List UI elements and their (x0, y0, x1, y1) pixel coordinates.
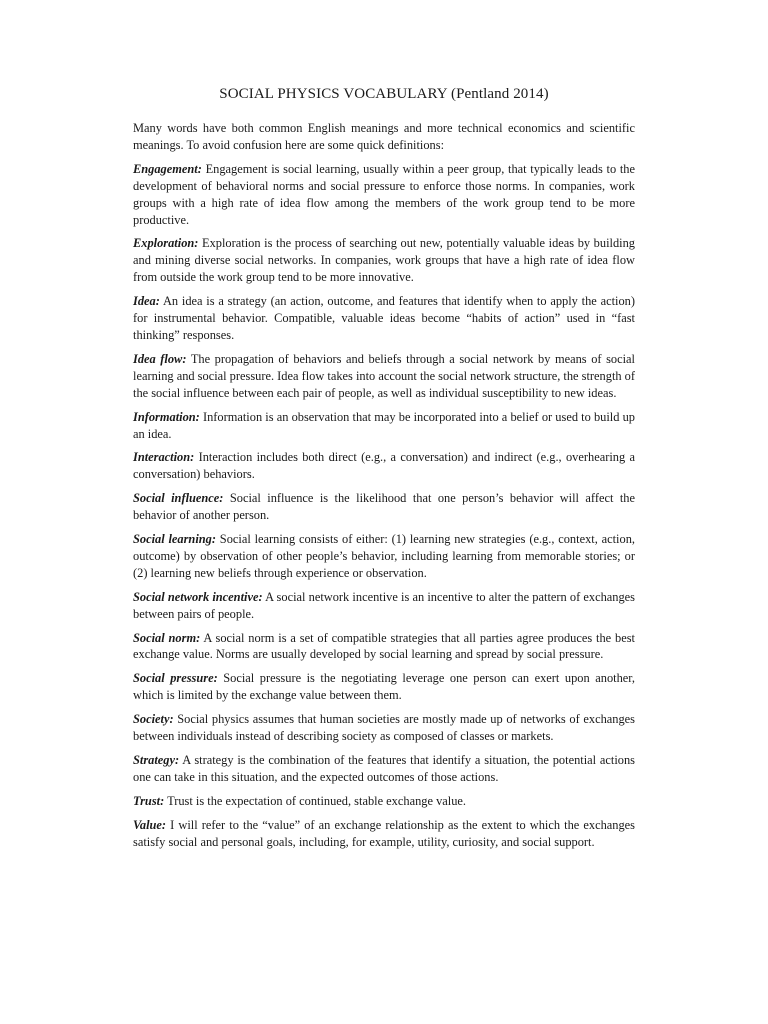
entry-definition: Social physics assumes that human societies are mostly made up of networks of exchanges between individuals instead of describing society as composed of classes or markets. (133, 712, 635, 744)
entry-definition: Interaction includes both direct (e.g., a conversation) and indirect (e.g., overhearing a conversation) behaviors. (133, 450, 635, 482)
entry-definition: Information is an observation that may be incorporated into a belief or used to build up an idea. (133, 409, 635, 441)
entry-term: Trust: (133, 793, 165, 808)
entry-definition: Social pressure is the negotiating leverage one person can exert upon another, which is limited by the exchange value between them. (133, 671, 635, 703)
entry-social-norm (133, 630, 635, 664)
entry-term: Interaction: (133, 450, 195, 465)
entry-term: Engagement: (133, 161, 202, 176)
entry-society (133, 711, 635, 745)
entry-definition: Engagement is social learning, usually within a peer group, that typically leads to the development of behavioral norms and social pressure to enforce those norms. In companies, work groups with a high rate of idea flow among the members of the work group tend to be more productive. (133, 161, 635, 227)
entry-term: Exploration: (133, 236, 199, 251)
entry-term: Information: (133, 409, 200, 424)
entry-definition: Social influence is the likelihood that one person’s behavior will affect the behavior of another person. (133, 491, 635, 523)
entry-term: Social network incentive: (133, 589, 263, 604)
entry-term: Social norm: (133, 630, 201, 645)
entry-value (133, 817, 635, 851)
entry-strategy (133, 752, 635, 786)
entry-term: Social pressure: (133, 671, 218, 686)
entry-definition: Trust is the expectation of continued, stable exchange value. (167, 793, 466, 808)
entry-term: Strategy: (133, 753, 180, 767)
entry-social-influence (133, 490, 635, 524)
entry-interaction (133, 449, 635, 483)
page-title: SOCIAL PHYSICS VOCABULARY (Pentland 2014) (219, 86, 549, 102)
entry-social-network-incentive (133, 589, 635, 623)
entry-social-learning (133, 531, 635, 582)
entry-idea (133, 293, 635, 344)
entry-definition: The propagation of behaviors and beliefs through a social network by means of social learning and social pressure. Idea flow takes into account the social network structure, the strength of the social influence between each pair of people, as well as individual susceptibility to new ideas. (133, 351, 635, 400)
entry-definition: A social network incentive is an incentive to alter the pattern of exchanges between pairs of people. (133, 589, 636, 621)
entry-idea-flow (133, 351, 635, 402)
entry-definition: I will refer to the “value” of an exchange relationship as the extent to which the exchanges satisfy social and personal goals, including, for example, utility, curiosity, and social support. (133, 817, 635, 849)
entry-social-pressure (133, 670, 635, 704)
entry-information (133, 409, 635, 443)
entry-definition: Social learning consists of either: (1) learning new strategies (e.g., context, action, outcome) by observation of other people’s behavior, including learning from memorable stories; or (2) learning new beliefs through experience or observation. (133, 532, 635, 580)
entry-term: Society: (133, 712, 174, 727)
entry-definition: A social norm is a set of compatible strategies that all parties agree produces the best exchange value. Norms are usually developed by social learning and spread by social pressure. (133, 630, 635, 662)
entry-exploration (133, 235, 635, 286)
document-body (133, 120, 635, 858)
entry-engagement (133, 161, 635, 229)
entry-trust (133, 793, 635, 810)
entry-term: Social influence: (133, 491, 224, 506)
entry-definition: A strategy is the combination of the features that identify a situation, the potential actions one can take in this situation, and the expected outcomes of those actions. (133, 753, 635, 784)
entry-term: Social learning: (133, 532, 216, 547)
entry-term: Idea: (133, 294, 160, 309)
entry-definition: An idea is a strategy (an action, outcome, and features that identify when to apply the action) for instrumental behavior. Compatible, valuable ideas become “habits of action” used in “fast thinking” responses. (133, 294, 635, 342)
intro-paragraph: Many words have both common English meanings and more technical economics and scientific meanings. To avoid confusion here are some quick definitions: (133, 121, 635, 152)
entry-definition: Exploration is the process of searching out new, potentially valuable ideas by building and mining diverse social networks. In companies, work groups that have a high rate of idea flow from outside the work group tend to be more innovative. (133, 236, 635, 285)
entry-term: Value: (133, 817, 167, 832)
entry-term: Idea flow: (133, 351, 187, 366)
